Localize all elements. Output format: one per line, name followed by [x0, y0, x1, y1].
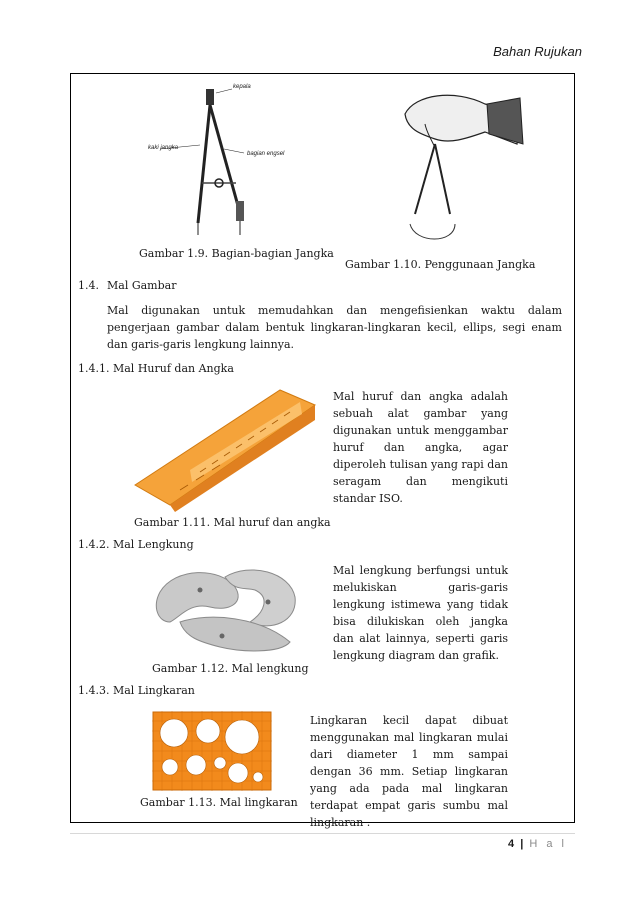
compass-usage-figure — [395, 84, 525, 244]
section-title-1-4: Mal Gambar — [107, 279, 177, 292]
heading-1-4-1: 1.4.1. Mal Huruf dan Angka — [78, 362, 234, 375]
label-kaki-jangka: kaki jangka — [148, 145, 179, 151]
section-body-1-4-2: Mal lengkung berfungsi untuk melukiskan garis-garis lengkung istimewa yang tidak bisa dilukiskan oleh jangka dan alat lainnya, seperti garis lengkung diagram dan grafik. — [333, 564, 508, 662]
circle-template-figure — [152, 711, 272, 791]
label-bagian-engsel: bagian engsel — [247, 151, 285, 157]
running-header: Bahan Rujukan — [493, 44, 582, 59]
page-number-value: 4 — [508, 838, 515, 850]
section-body-1-4-3: Lingkaran kecil dapat dibuat menggunakan mal lingkaran mulai dari diameter 1 mm sampai dengan 36 mm. Setiap lingkaran yang ada pada mal lingkaran terdapat empat garis sumbu mal lingkaran . — [310, 714, 508, 829]
section-number-1-4: 1.4. — [78, 279, 99, 292]
heading-1-4-2: 1.4.2. Mal Lengkung — [78, 538, 194, 551]
page-number — [508, 838, 567, 850]
caption-fig-1-12: Gambar 1.12. Mal lengkung — [152, 662, 309, 675]
letter-template-figure — [130, 380, 320, 515]
caption-fig-1-9: Gambar 1.9. Bagian-bagian Jangka — [139, 247, 334, 260]
section-body-1-4: Mal digunakan untuk memudahkan dan mengefisienkan waktu dalam pengerjaan gambar dalam bentuk lingkaran-lingkaran kecil, ellips, segi enam dan garis-garis lengkung lainnya. — [107, 304, 562, 351]
heading-1-4-3: 1.4.3. Mal Lingkaran — [78, 684, 195, 697]
page-label: H a l — [529, 838, 567, 850]
french-curve-figure — [150, 562, 300, 657]
caption-fig-1-13: Gambar 1.13. Mal lingkaran — [140, 796, 298, 809]
label-kepala: kepala — [233, 84, 251, 90]
caption-fig-1-10: Gambar 1.10. Penggunaan Jangka — [345, 258, 536, 271]
caption-fig-1-11: Gambar 1.11. Mal huruf dan angka — [134, 516, 331, 529]
compass-parts-figure — [140, 83, 290, 243]
section-body-1-4-1: Mal huruf dan angka adalah sebuah alat gambar yang digunakan untuk menggambar huruf dan angka, agar diperoleh tulisan yang rapi dan seragam dan mengikuti standar ISO. — [333, 390, 508, 505]
page-number-separator: | — [520, 838, 524, 850]
footer-divider — [70, 833, 575, 834]
